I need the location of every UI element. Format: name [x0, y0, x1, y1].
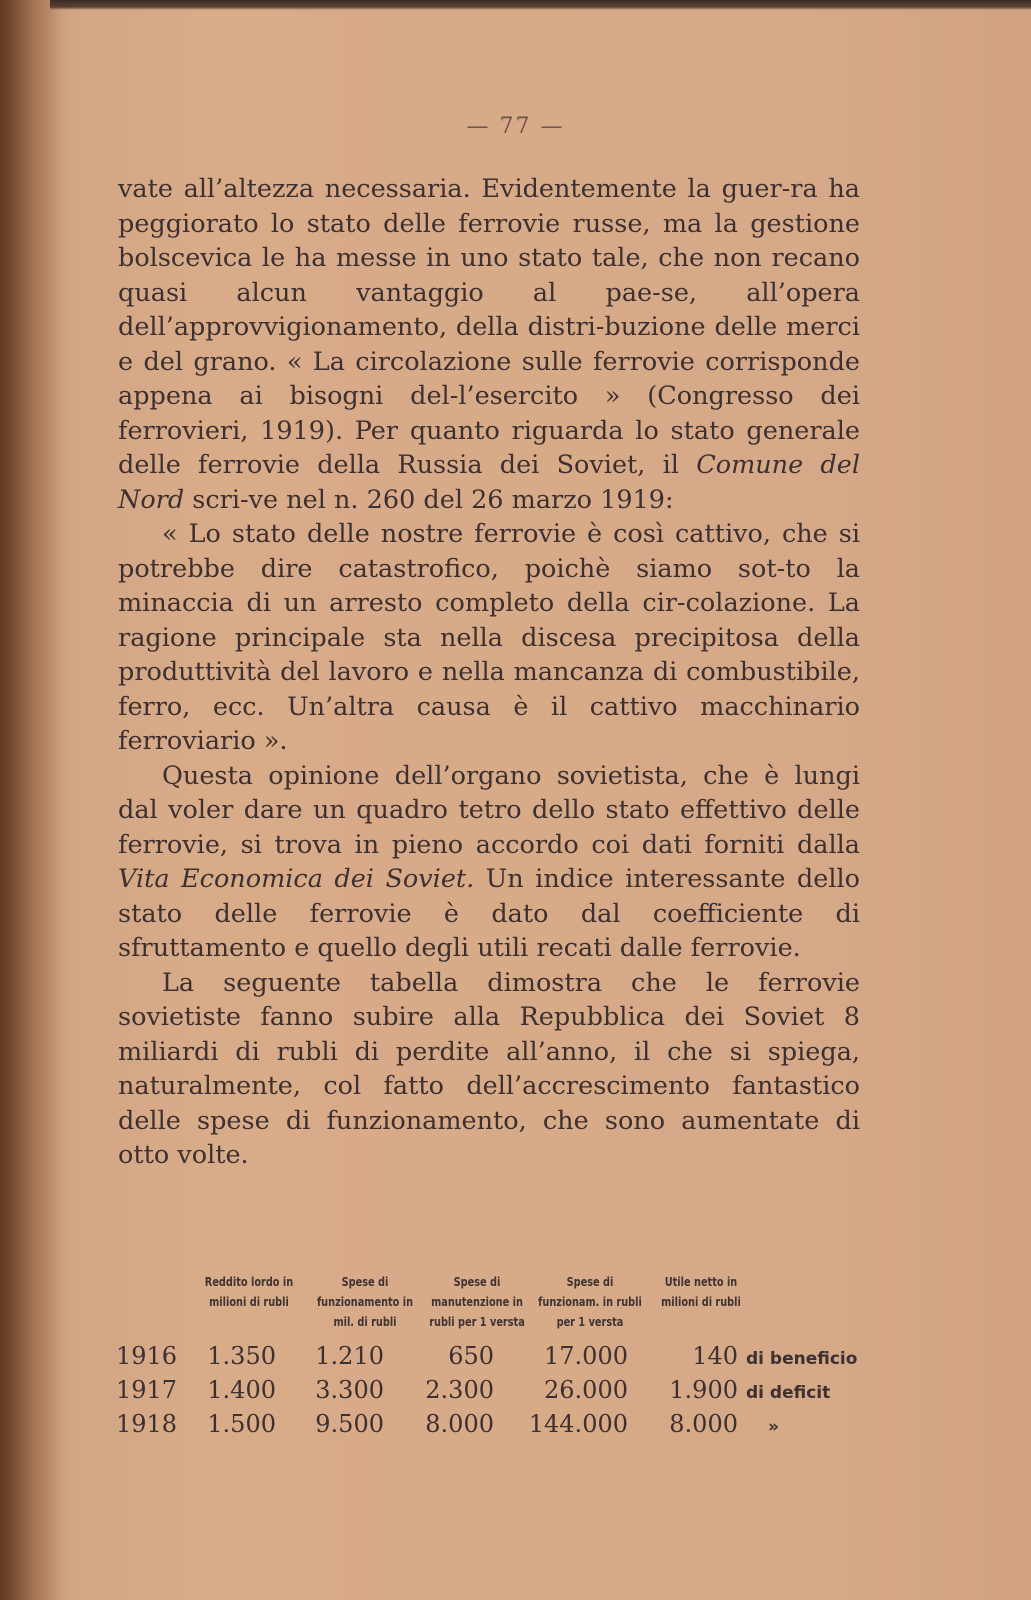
- table-cell: 144.000: [528, 1410, 628, 1438]
- header-maintenance-costs: Spese di manutenzione in rubli per 1 versta: [429, 1274, 525, 1329]
- body-text: [118, 172, 860, 1173]
- binding-shadow: [0, 0, 70, 1600]
- year-cell: 1916: [116, 1342, 178, 1370]
- table-cell: 3.300: [315, 1376, 384, 1404]
- table-cell: 8.000: [425, 1410, 494, 1438]
- text-run: Questa opinione dell’organo sovietista, che è lungi dal voler dare un quadro tetro dello stato effettivo delle ferrovie, si trova in pieno accordo coi dati forniti dalla: [118, 760, 860, 860]
- paragraph-4: [118, 966, 860, 1173]
- table-cell: 17.000: [544, 1342, 628, 1370]
- result-note: »: [768, 1417, 779, 1437]
- header-gross-revenue: Reddito lordo in milioni di rubli: [204, 1274, 294, 1309]
- table-cell: 1.400: [207, 1376, 276, 1404]
- header-operating-per-versta: Spese di funzionam. in rubli per 1 versta: [538, 1274, 642, 1329]
- table-cell: 26.000: [544, 1376, 628, 1404]
- table-cell: 1.500: [207, 1410, 276, 1438]
- paragraph-3: [118, 759, 860, 966]
- table-header: [112, 1272, 872, 1342]
- table-cell: 9.500: [315, 1410, 384, 1438]
- table-cell: 650: [448, 1342, 494, 1370]
- text-run: Un indice interessante dello stato delle ferrovie è dato dal coefficiente di sfruttamento e quello degli utili recati dalle ferrovie.: [118, 864, 860, 963]
- header-net-profit: Utile netto in milioni di rubli: [661, 1274, 741, 1309]
- railway-finance-table: [112, 1272, 872, 1444]
- text-run: « Lo stato delle nostre ferrovie è così cattivo, che si potrebbe dire catastrofico, poichè siamo sot-to la minaccia di un arresto completo della cir-colazione. La ragione principale sta nella discesa precipitosa della produttività del lavoro e nella mancanza di combustibile, ferro, ecc. Un’altra causa è il cattivo macchinario ferroviario ».: [118, 519, 860, 756]
- paragraph-1: [118, 172, 860, 517]
- table-row: [112, 1410, 872, 1444]
- text-run: La seguente tabella dimostra che le ferrovie sovietiste fanno subire alla Repubblica dei Soviet 8 miliardi di rubli di perdite all’anno, il che si spiega, naturalmente, col fatto dell’accrescimento fantastico delle spese di funzionamento, che sono aumentate di otto volte.: [118, 967, 860, 1170]
- net-cell: [642, 1376, 830, 1404]
- text-run: vate all’altezza necessaria. Evidentemente la guer-ra ha peggiorato lo stato delle ferrovie russe, ma la gestione bolscevica le ha messe in uno stato tale, che non recano quasi alcun vantaggio al pae-se, all’opera dell’approvvigionamento, della distri-buzione delle merci e del grano. « La circolazione sulle ferrovie corrisponde appena ai bisogni del-l’esercito » (Congresso dei ferrovieri, 1919). Per quanto riguarda lo stato generale delle ferrovie della Russia dei Soviet, il: [118, 174, 860, 480]
- table-cell: 1.900: [669, 1376, 738, 1404]
- periodical-title: Vita Economica dei Soviet.: [118, 864, 475, 894]
- net-cell: [642, 1410, 779, 1438]
- table-cell: 1.210: [315, 1342, 384, 1370]
- page-number: — 77 —: [466, 114, 565, 139]
- table-row: [112, 1342, 872, 1376]
- text-run: scri-ve nel n. 260 del 26 marzo 1919:: [184, 484, 674, 515]
- year-cell: 1917: [116, 1376, 178, 1404]
- header-operating-costs: Spese di funzionamento in mil. di rubli: [316, 1274, 414, 1329]
- table-cell: 8.000: [669, 1410, 738, 1438]
- net-cell: [642, 1342, 857, 1370]
- result-note: di deficit: [746, 1383, 831, 1403]
- result-note: di beneficio: [746, 1349, 858, 1369]
- paragraph-2-quote: [118, 517, 860, 759]
- table-cell: 140: [692, 1342, 738, 1370]
- year-cell: 1918: [116, 1410, 178, 1438]
- newspaper-title: Comune del Nord: [118, 450, 860, 515]
- table-cell: 1.350: [207, 1342, 276, 1370]
- table-cell: 2.300: [425, 1376, 494, 1404]
- page-top-edge: [50, 0, 1031, 10]
- table-row: [112, 1376, 872, 1410]
